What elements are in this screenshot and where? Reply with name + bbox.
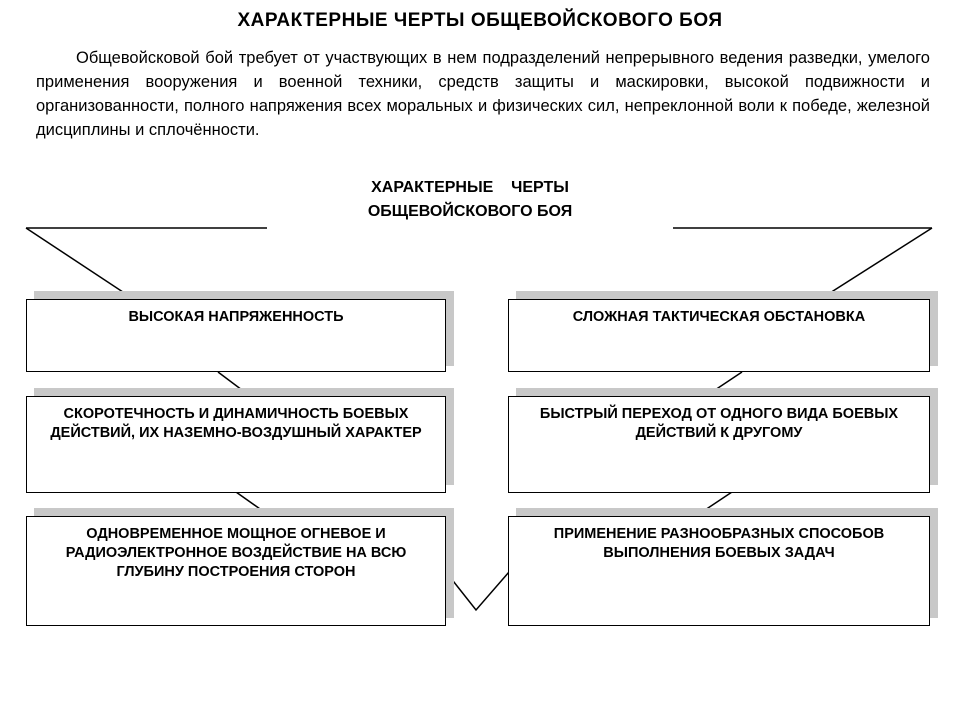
feature-box-high-intensity: ВЫСОКАЯ НАПРЯЖЕННОСТЬ bbox=[26, 299, 446, 372]
diagram-heading-line2: ОБЩЕВОЙСКОВОГО БОЯ bbox=[367, 203, 573, 220]
diagram-heading-line1: ХАРАКТЕРНЫЕ ЧЕРТЫ bbox=[371, 179, 569, 196]
top-left-diagonal bbox=[26, 228, 132, 298]
page-title: ХАРАКТЕРНЫЕ ЧЕРТЫ ОБЩЕВОЙСКОВОГО БОЯ bbox=[237, 10, 723, 31]
intro-paragraph: Общевойсковой бой требует от участвующих в нем подразделений непрерывного ведения разведки, умелого применения вооружения и военной техники, средств защиты и маскировки, высокой подвижности и организованности, полного напряжения всех моральных и физических сил, непреклонной воли к победе, железной дисциплины и сплочённости. bbox=[36, 49, 930, 139]
feature-box-rapid-transition: БЫСТРЫЙ ПЕРЕХОД ОТ ОДНОГО ВИДА БОЕВЫХ ДЕЙСТВИЙ К ДРУГОМУ bbox=[508, 396, 930, 493]
feature-box-transience: СКОРОТЕЧНОСТЬ И ДИНАМИЧНОСТЬ БОЕВЫХ ДЕЙСТВИЙ, ИХ НАЗЕМНО-ВОЗДУШНЫЙ ХАРАКТЕР bbox=[26, 396, 446, 493]
feature-box-fire-impact: ОДНОВРЕМЕННОЕ МОЩНОЕ ОГНЕВОЕ И РАДИОЭЛЕКТРОННОЕ ВОЗДЕЙСТВИЕ НА ВСЮ ГЛУБИНУ ПОСТРОЕНИЯ СТОРОН bbox=[26, 516, 446, 626]
feature-box-complex-situation: СЛОЖНАЯ ТАКТИЧЕСКАЯ ОБСТАНОВКА bbox=[508, 299, 930, 372]
feature-box-varied-methods: ПРИМЕНЕНИЕ РАЗНООБРАЗНЫХ СПОСОБОВ ВЫПОЛНЕНИЯ БОЕВЫХ ЗАДАЧ bbox=[508, 516, 930, 626]
top-right-diagonal bbox=[822, 228, 932, 298]
bottom-v-connector bbox=[446, 572, 509, 610]
